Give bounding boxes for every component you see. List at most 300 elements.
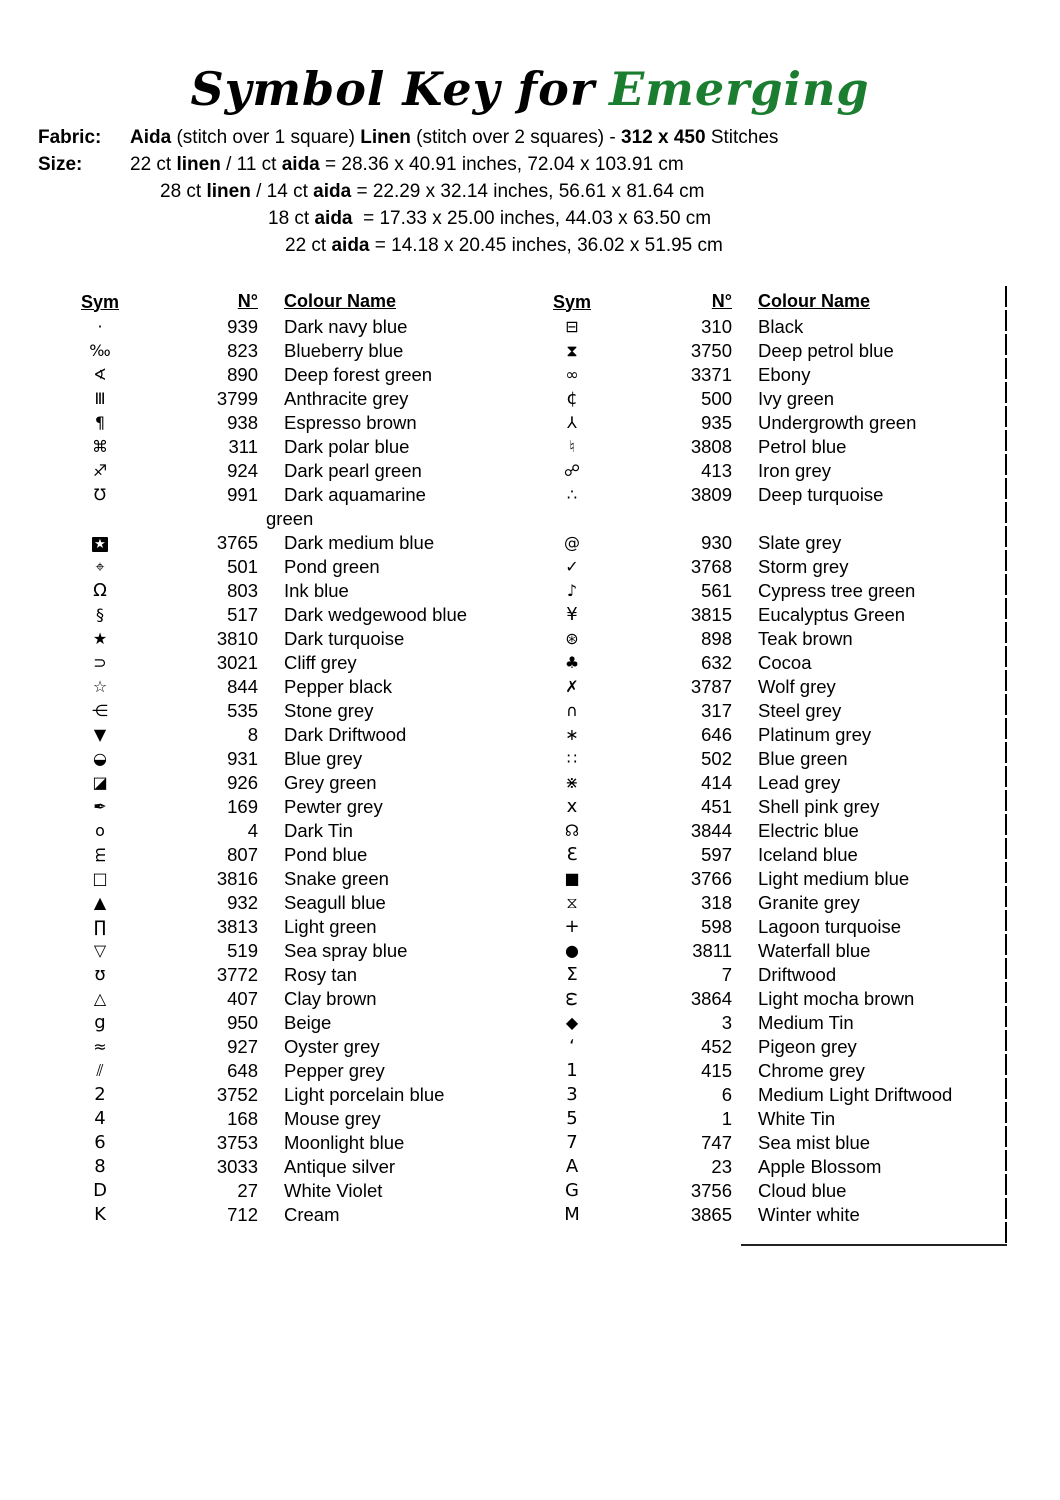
- thread-number: 4: [247, 820, 258, 841]
- colour-name: Cream: [284, 1204, 340, 1225]
- colour-name: Seagull blue: [284, 892, 386, 913]
- table-row: [542, 603, 1007, 627]
- table-row: [542, 1011, 1007, 1035]
- text-segment: aida: [281, 154, 320, 175]
- header-sym: Sym: [552, 291, 592, 312]
- table-row: [542, 963, 1007, 987]
- table-row: [542, 915, 1007, 939]
- stitch-symbol: ·: [97, 317, 103, 336]
- thread-number: 3808: [690, 436, 732, 457]
- table-header-row: [70, 288, 532, 315]
- text-segment: 22 ct: [285, 235, 332, 256]
- thread-number: 517: [227, 604, 258, 625]
- table-row: [70, 939, 532, 963]
- text-segment: linen: [176, 154, 221, 175]
- thread-number: 3: [721, 1012, 732, 1033]
- colour-name: Eucalyptus Green: [758, 604, 906, 625]
- colour-name: Iceland blue: [758, 844, 858, 865]
- stitch-symbol: ☊: [564, 821, 580, 840]
- header-colour-name: Colour Name: [284, 291, 397, 311]
- thread-number: 502: [701, 748, 732, 769]
- thread-number: 950: [227, 1012, 258, 1033]
- table-row: [70, 1179, 532, 1203]
- thread-number: 318: [701, 892, 732, 913]
- fabric-line: [38, 124, 778, 151]
- thread-number: 823: [227, 340, 258, 361]
- symbol-key-table-left: [70, 288, 532, 1227]
- stitch-symbol: ✗: [565, 677, 579, 696]
- table-row: [542, 891, 1007, 915]
- text-segment: aida: [331, 235, 370, 256]
- header-number: N°: [711, 291, 732, 311]
- table-row: [70, 867, 532, 891]
- stitch-symbol: ☆: [92, 677, 108, 696]
- text-segment: / 14 ct: [250, 181, 314, 202]
- table-row: [70, 1107, 532, 1131]
- symbol-key-table-right: [542, 288, 1007, 1227]
- thread-number: 598: [701, 916, 732, 937]
- table-row: [70, 915, 532, 939]
- table-row: [542, 795, 1007, 819]
- text-segment: = 17.33 x 25.00 inches, 44.03 x 63.50 cm: [352, 208, 712, 229]
- thread-number: 3811: [692, 940, 732, 961]
- stitch-symbol: K: [94, 1204, 106, 1225]
- colour-name: Blue grey: [284, 748, 363, 769]
- stitch-symbol: ▼: [93, 725, 107, 744]
- stitch-symbol: Ω: [93, 580, 107, 601]
- table-row: [542, 579, 1007, 603]
- stitch-symbol: @: [564, 533, 580, 552]
- table-row: [70, 963, 532, 987]
- table-row: [542, 699, 1007, 723]
- table-row: [542, 723, 1007, 747]
- thread-number: 632: [701, 652, 732, 673]
- colour-name: Cliff grey: [284, 652, 357, 673]
- stitch-symbol: ⊟: [565, 317, 579, 336]
- stitch-symbol: ◒: [93, 749, 107, 768]
- table-row: [542, 531, 1007, 555]
- stitch-symbol: 6: [94, 1132, 106, 1153]
- thread-number: 3033: [216, 1156, 258, 1177]
- table-row: [70, 771, 532, 795]
- colour-name: Stone grey: [284, 700, 374, 721]
- stitch-symbol: ∷: [566, 749, 578, 768]
- table-row: [70, 747, 532, 771]
- table-row: [70, 1083, 532, 1107]
- colour-name: Dark aquamarine: [284, 484, 426, 505]
- title-pattern-name: Emerging: [609, 62, 870, 116]
- stitch-symbol: Ɛ: [566, 844, 578, 865]
- thread-number: 413: [701, 460, 732, 481]
- stitch-symbol: o: [95, 821, 105, 840]
- table-row: [542, 1083, 1007, 1107]
- colour-name: Sea spray blue: [284, 940, 408, 961]
- text-segment: Linen: [360, 127, 411, 148]
- stitch-symbol: ∩: [566, 701, 578, 720]
- stitch-symbol: ♣: [564, 653, 580, 672]
- stitch-symbol: ▽: [93, 941, 107, 960]
- stitch-symbol: ʻ: [569, 1036, 575, 1057]
- text-segment: = 14.18 x 20.45 inches, 36.02 x 51.95 cm: [369, 235, 723, 256]
- stitch-symbol: 8: [94, 1156, 106, 1177]
- stitch-symbol: §: [96, 605, 104, 624]
- stitch-symbol: ●: [565, 941, 579, 960]
- colour-name: Cocoa: [758, 652, 812, 673]
- stitch-symbol: ℧: [93, 485, 107, 504]
- thread-number: 3756: [690, 1180, 732, 1201]
- text-segment: aida: [314, 208, 353, 229]
- colour-name: Medium Tin: [758, 1012, 854, 1033]
- table-row: [542, 315, 1007, 339]
- thread-number: 807: [227, 844, 258, 865]
- stitch-symbol: A: [565, 1156, 579, 1177]
- stitch-symbol: ≈: [93, 1037, 107, 1056]
- colour-name: Oyster grey: [284, 1036, 380, 1057]
- stitch-symbol: ♮: [569, 437, 575, 456]
- table-row: [70, 987, 532, 1011]
- stitch-symbol: Ⅲ: [94, 389, 106, 408]
- thread-number: 310: [701, 316, 732, 337]
- table-row: [542, 1155, 1007, 1179]
- table-row: [70, 531, 532, 555]
- colour-name: Winter white: [758, 1204, 860, 1225]
- table-row: [70, 675, 532, 699]
- size-line: [38, 205, 778, 232]
- thread-number: 3765: [216, 532, 258, 553]
- thread-number: 898: [701, 628, 732, 649]
- text-segment: = 22.29 x 32.14 inches, 56.61 x 81.64 cm: [351, 181, 705, 202]
- stitch-symbol: ʊ: [94, 964, 106, 985]
- colour-name: Pond blue: [284, 844, 368, 865]
- thread-number: 3766: [690, 868, 732, 889]
- thread-number: 3768: [690, 556, 732, 577]
- colour-name: Granite grey: [758, 892, 860, 913]
- colour-name: Cypress tree green: [758, 580, 916, 601]
- colour-name: Medium Light Driftwood: [758, 1084, 953, 1105]
- table-row: [542, 867, 1007, 891]
- stitch-symbol: ⧗: [566, 341, 578, 360]
- table-row: [70, 699, 532, 723]
- adjacent-table-border-bottom: [741, 1244, 1007, 1246]
- thread-number: 415: [701, 1060, 732, 1081]
- table-row: [542, 1131, 1007, 1155]
- stitch-symbol: □: [92, 869, 108, 888]
- text-segment: 312 x 450: [621, 127, 706, 148]
- thread-number: 3810: [216, 628, 258, 649]
- thread-number: 3772: [216, 964, 258, 985]
- table-row: [70, 627, 532, 651]
- colour-name: Iron grey: [758, 460, 832, 481]
- colour-name-wrap: green: [266, 508, 314, 529]
- stitch-symbol: ✓: [565, 557, 579, 576]
- stitch-symbol: ★: [94, 536, 106, 552]
- colour-name: Driftwood: [758, 964, 837, 985]
- header-sym: Sym: [80, 291, 120, 312]
- thread-number: 747: [701, 1132, 732, 1153]
- table-row: [70, 555, 532, 579]
- stitch-symbol: ☍: [563, 461, 581, 480]
- colour-name: Steel grey: [758, 700, 842, 721]
- thread-number: 3844: [690, 820, 732, 841]
- table-row: [70, 1059, 532, 1083]
- thread-number: 803: [227, 580, 258, 601]
- thread-number: 890: [227, 364, 258, 385]
- colour-name: Light mocha brown: [758, 988, 915, 1009]
- table-row: [70, 483, 532, 507]
- thread-number: 519: [227, 940, 258, 961]
- colour-name: Dark wedgewood blue: [284, 604, 468, 625]
- thread-number: 23: [711, 1156, 732, 1177]
- thread-number: 1: [721, 1108, 732, 1129]
- thread-number: 646: [701, 724, 732, 745]
- thread-number: 3753: [216, 1132, 258, 1153]
- stitch-symbol: 2: [94, 1084, 106, 1105]
- table-row: [70, 339, 532, 363]
- table-row: [542, 747, 1007, 771]
- size-label: Size:: [38, 154, 83, 175]
- table-row: [70, 843, 532, 867]
- table-row: [542, 555, 1007, 579]
- thread-number: 3816: [216, 868, 258, 889]
- colour-name: Waterfall blue: [758, 940, 871, 961]
- table-row: [542, 387, 1007, 411]
- colour-name: Apple Blossom: [758, 1156, 882, 1177]
- table-row: [70, 651, 532, 675]
- text-segment: 22 ct: [130, 154, 177, 175]
- colour-name: Dark polar blue: [284, 436, 410, 457]
- stitch-symbol: ⋇: [565, 773, 579, 792]
- header-number: N°: [237, 291, 258, 311]
- stitch-symbol: ✒: [93, 797, 107, 816]
- text-segment: linen: [206, 181, 251, 202]
- stitch-symbol: ⅄: [567, 413, 577, 432]
- stitch-symbol: ⊛: [565, 629, 579, 648]
- stitch-symbol: ◪: [92, 773, 108, 792]
- colour-name: Dark Tin: [284, 820, 353, 841]
- stitch-symbol: ◆: [565, 1013, 579, 1032]
- stitch-symbol: 1: [566, 1060, 578, 1081]
- table-row: [542, 1203, 1007, 1227]
- colour-name: Chrome grey: [758, 1060, 865, 1081]
- colour-name: Lead grey: [758, 772, 841, 793]
- table-row: [70, 1131, 532, 1155]
- thread-number: 8: [247, 724, 258, 745]
- table-row: [70, 603, 532, 627]
- thread-number: 924: [227, 460, 258, 481]
- thread-number: 938: [227, 412, 258, 433]
- colour-name: Snake green: [284, 868, 389, 889]
- table-header-row: [542, 288, 1007, 315]
- size-line: [38, 178, 778, 205]
- table-row: [542, 459, 1007, 483]
- colour-name: Undergrowth green: [758, 412, 917, 433]
- thread-number: 407: [227, 988, 258, 1009]
- thread-number: 451: [701, 796, 732, 817]
- table-row: [70, 507, 532, 531]
- colour-name: Dark Driftwood: [284, 724, 407, 745]
- thread-number: 712: [227, 1204, 258, 1225]
- table-row: [70, 315, 532, 339]
- table-row: [70, 1203, 532, 1227]
- table-row: [542, 819, 1007, 843]
- stitch-symbol: ¢: [566, 388, 578, 409]
- colour-name: Antique silver: [284, 1156, 396, 1177]
- title-prefix: Symbol Key for: [190, 62, 596, 116]
- colour-name: Pewter grey: [284, 796, 383, 817]
- stitch-symbol: ⫽: [96, 1061, 104, 1080]
- thread-number: 561: [701, 580, 732, 601]
- colour-name: Dark medium blue: [284, 532, 435, 553]
- colour-name: Pond green: [284, 556, 380, 577]
- colour-name: Rosy tan: [284, 964, 358, 985]
- thread-number: 3864: [690, 988, 732, 1009]
- stitch-symbol: ★: [92, 629, 108, 648]
- colour-name: Clay brown: [284, 988, 377, 1009]
- colour-name: Ink blue: [284, 580, 349, 601]
- stitch-symbol: g: [94, 1012, 106, 1033]
- colour-name: Espresso brown: [284, 412, 417, 433]
- colour-name: Sea mist blue: [758, 1132, 871, 1153]
- stitch-symbol: M: [564, 1204, 580, 1225]
- stitch-symbol: ∏: [93, 917, 107, 936]
- stitch-symbol: ∗: [565, 725, 579, 744]
- table-row: [70, 819, 532, 843]
- stitch-symbol: △: [93, 989, 107, 1008]
- table-row: [542, 483, 1007, 507]
- thread-number: 317: [701, 700, 732, 721]
- stitch-symbol: ⌖: [95, 557, 105, 576]
- thread-number: 6: [721, 1084, 732, 1105]
- colour-name: Moonlight blue: [284, 1132, 405, 1153]
- colour-name: Lagoon turquoise: [758, 916, 901, 937]
- stitch-symbol: ♪: [566, 581, 578, 600]
- stitch-symbol: ■: [564, 869, 580, 888]
- thread-number: 932: [227, 892, 258, 913]
- stitch-symbol: ∴: [566, 485, 578, 504]
- stitch-symbol: ⌘: [92, 437, 108, 456]
- stitch-symbol: G: [565, 1180, 579, 1201]
- colour-name: Blueberry blue: [284, 340, 404, 361]
- thread-number: 3799: [216, 388, 258, 409]
- thread-number: 3752: [216, 1084, 258, 1105]
- thread-number: 169: [227, 796, 258, 817]
- thread-number: 931: [227, 748, 258, 769]
- table-row: [70, 459, 532, 483]
- stitch-symbol: m: [90, 847, 109, 863]
- thread-number: 3813: [216, 916, 258, 937]
- table-row: [70, 723, 532, 747]
- stitch-symbol: ▲: [93, 893, 107, 912]
- text-segment: (stitch over 2 squares) -: [410, 127, 622, 148]
- stitch-symbol: ¶: [94, 413, 106, 432]
- table-row: [542, 1107, 1007, 1131]
- table-row: [542, 435, 1007, 459]
- stitch-symbol: ¥: [566, 604, 578, 625]
- colour-name: Anthracite grey: [284, 388, 409, 409]
- size-line: [38, 232, 778, 259]
- text-segment: Stitches: [705, 127, 779, 148]
- stitch-symbol: ♐: [92, 461, 108, 480]
- thread-number: 3815: [690, 604, 732, 625]
- table-row: [70, 891, 532, 915]
- table-row: [70, 363, 532, 387]
- text-segment: / 11 ct: [220, 154, 282, 175]
- text-segment: (stitch over 1 square): [171, 127, 361, 148]
- colour-name: Light medium blue: [758, 868, 910, 889]
- text-segment: aida: [313, 181, 352, 202]
- table-row: [542, 987, 1007, 1011]
- colour-name: Blue green: [758, 748, 848, 769]
- table-row: [70, 1035, 532, 1059]
- stitch-symbol: D: [93, 1180, 107, 1201]
- thread-number: 926: [227, 772, 258, 793]
- colour-name: Ebony: [758, 364, 811, 385]
- stitch-symbol: ω: [561, 991, 583, 1007]
- table-row: [70, 579, 532, 603]
- thread-number: 452: [701, 1036, 732, 1057]
- colour-name: Teak brown: [758, 628, 853, 649]
- thread-number: 168: [227, 1108, 258, 1129]
- colour-name: Petrol blue: [758, 436, 847, 457]
- table-row: [70, 411, 532, 435]
- stitch-symbol: ∞: [565, 365, 579, 384]
- colour-name: Deep forest green: [284, 364, 433, 385]
- size-lines: [38, 151, 778, 259]
- table-row: [542, 1035, 1007, 1059]
- thread-number: 930: [701, 532, 732, 553]
- colour-name: Beige: [284, 1012, 332, 1033]
- table-row: [70, 795, 532, 819]
- thread-number: 3787: [690, 676, 732, 697]
- adjacent-table-border-vertical: [1005, 286, 1007, 1245]
- text-segment: 18 ct: [268, 208, 315, 229]
- colour-name: White Tin: [758, 1108, 836, 1129]
- table-row: [70, 387, 532, 411]
- colour-name: Platinum grey: [758, 724, 872, 745]
- table-row: [542, 363, 1007, 387]
- table-row: [542, 843, 1007, 867]
- table-row: [542, 1179, 1007, 1203]
- thread-number: 7: [721, 964, 732, 985]
- table-row: [542, 507, 1007, 531]
- size-line: [38, 151, 778, 178]
- table-row: [542, 651, 1007, 675]
- thread-number: 311: [228, 436, 258, 457]
- colour-name: Electric blue: [758, 820, 859, 841]
- stitch-symbol: 7: [566, 1132, 578, 1153]
- colour-name: Dark pearl green: [284, 460, 422, 481]
- header-colour-name: Colour Name: [758, 291, 871, 311]
- colour-name: Slate grey: [758, 532, 842, 553]
- thread-number: 935: [701, 412, 732, 433]
- colour-name: Grey green: [284, 772, 377, 793]
- colour-name: Deep petrol blue: [758, 340, 894, 361]
- colour-name: Shell pink grey: [758, 796, 880, 817]
- fabric-label: Fabric:: [38, 127, 102, 148]
- thread-number: 927: [227, 1036, 258, 1057]
- table-row: [542, 1059, 1007, 1083]
- table-row: [542, 939, 1007, 963]
- text-segment: = 28.36 x 40.91 inches, 72.04 x 103.91 cm: [319, 154, 684, 175]
- table-row: [70, 435, 532, 459]
- stitch-symbol: +: [564, 916, 580, 937]
- colour-name: White Violet: [284, 1180, 383, 1201]
- text-segment: Aida: [130, 127, 172, 148]
- colour-name: Wolf grey: [758, 676, 836, 697]
- text-segment: 28 ct: [160, 181, 207, 202]
- table-row: [542, 675, 1007, 699]
- thread-number: 535: [227, 700, 258, 721]
